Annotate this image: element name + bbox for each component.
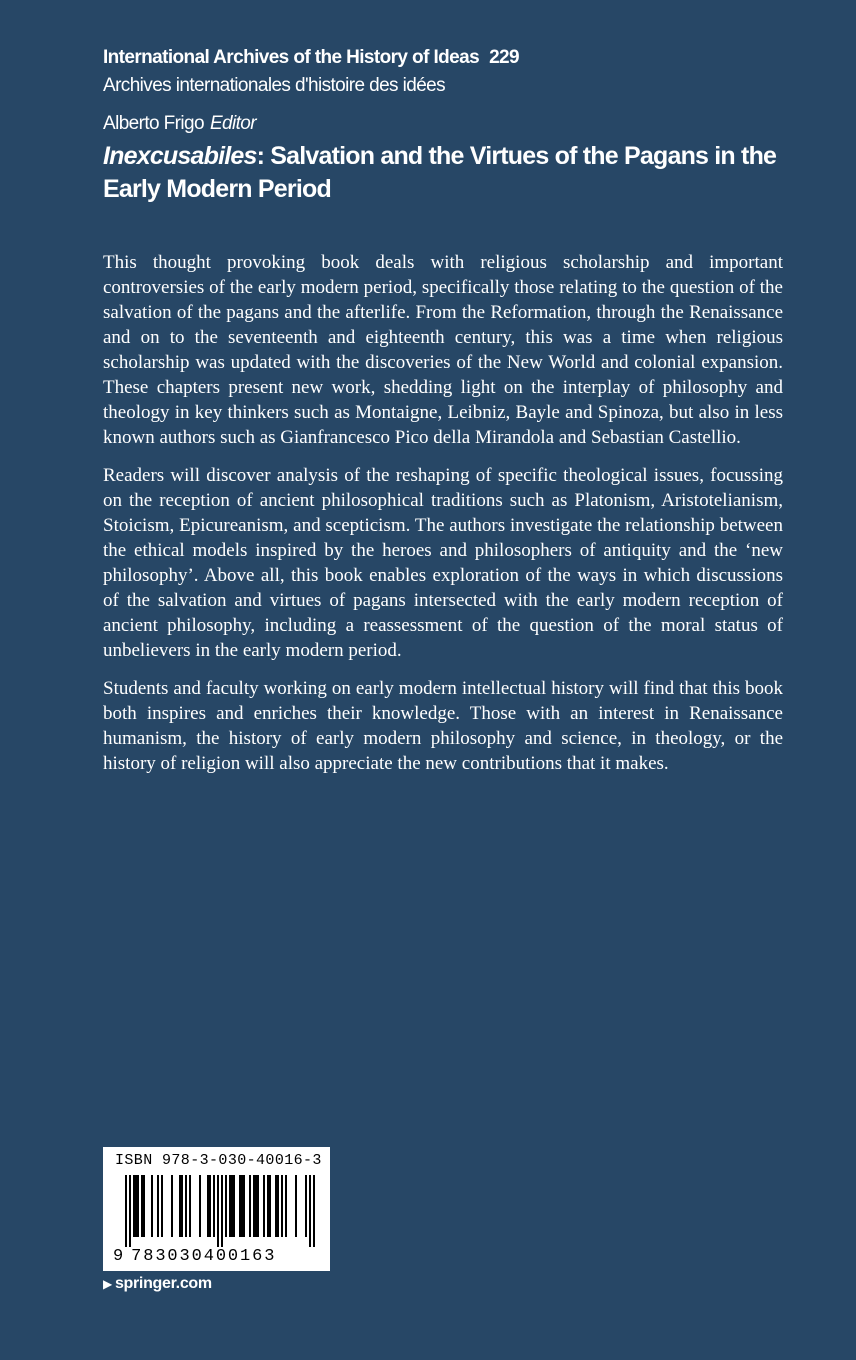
barcode-bar — [253, 1175, 255, 1237]
barcode-bar — [243, 1175, 245, 1237]
book-title — [103, 140, 803, 206]
barcode-bar — [217, 1175, 219, 1247]
barcode-bar — [305, 1175, 307, 1237]
barcode-bar — [179, 1175, 181, 1237]
barcode-bar — [229, 1175, 231, 1237]
barcode-digits — [113, 1247, 276, 1266]
series-title: International Archives of the History of Ideas — [103, 47, 480, 68]
barcode-bar — [225, 1175, 227, 1237]
barcode-bar — [285, 1175, 287, 1237]
barcode-bar — [295, 1175, 297, 1237]
barcode-bar — [125, 1175, 127, 1247]
barcode-lead-digit: 9 — [113, 1247, 126, 1266]
barcode-bar — [313, 1175, 315, 1247]
series-title-line — [103, 44, 519, 72]
barcode-bar — [255, 1175, 257, 1237]
barcode-bar — [275, 1175, 277, 1237]
barcode-bar — [171, 1175, 173, 1237]
barcode-bar — [221, 1175, 223, 1247]
barcode-bar — [263, 1175, 265, 1237]
series-info — [103, 44, 519, 100]
barcode-bar — [233, 1175, 235, 1237]
blurb-paragraph-3: Students and faculty working on early modern intellectual history will find that this book both inspires and enriches their knowledge. Those with an interest in Renaissance humanism, the history of early modern philosophy and science, in theology, or the history of religion will also appreciate the new contributions that it makes. — [103, 678, 783, 774]
barcode-bar — [239, 1175, 241, 1237]
isbn-barcode — [103, 1147, 330, 1271]
editor-name: Alberto Frigo — [103, 113, 204, 134]
barcode-bar — [207, 1175, 209, 1237]
blurb-paragraph-2: Readers will discover analysis of the reshaping of specific theological issues, focussing on the reception of ancient philosophical traditions such as Platonism, Aristotelianism, Stoicism, Epicureanism, and scepticism. The authors investigate the relationship between the ethical models inspired by the heroes and philosophers of antiquity and the ‘new philosophy’. Above all, this book enables exploration of the ways in which discussions of the salvation and virtues of pagans intersected with the early modern reception of ancient philosophy, including a reassessment of the question of the moral status of unbelievers in the early modern period. — [103, 465, 783, 661]
blurb — [103, 250, 783, 789]
barcode-bar — [135, 1175, 137, 1237]
series-subtitle: Archives internationales d'histoire des idées — [103, 75, 446, 96]
barcode-bar — [151, 1175, 153, 1237]
publisher-website[interactable] — [103, 1275, 212, 1293]
barcode-bar — [189, 1175, 191, 1237]
barcode-bar — [213, 1175, 215, 1237]
book-title-italic: Inexcusabiles — [103, 142, 257, 170]
barcode-bar — [199, 1175, 201, 1237]
barcode-bar — [137, 1175, 139, 1237]
isbn-label: ISBN 978-3-030-40016-3 — [115, 1152, 322, 1169]
editor-role: Editor — [209, 113, 257, 134]
barcode-bar — [257, 1175, 259, 1237]
barcode-bar — [129, 1175, 131, 1247]
website-text: springer.com — [114, 1275, 212, 1292]
barcode-bar — [157, 1175, 159, 1237]
barcode-bar — [267, 1175, 269, 1237]
barcode-bar — [161, 1175, 163, 1237]
blurb-paragraph-1: This thought provoking book deals with religious scholarship and important controversies of the early modern period, specifically those relating to the question of the salvation of the pagans and the afterlife. From the Reformation, through the Renaissance and on to the seventeenth and eighteenth century, this was a time when religious scholarship was updated with the discoveries of the New World and colonial expansion. These chapters present new work, shedding light on the interplay of philosophy and theology in key thinkers such as Montaigne, Leibniz, Bayle and Spinoza, but also in less known authors such as Gianfrancesco Pico della Mirandola and Sebastian Castellio. — [103, 252, 783, 448]
barcode-bar — [231, 1175, 233, 1237]
barcode-bar — [141, 1175, 143, 1237]
barcode-bar — [309, 1175, 311, 1247]
play-arrow-icon: ▶ — [103, 1277, 112, 1291]
barcode-bar — [143, 1175, 145, 1237]
barcode-bar — [277, 1175, 279, 1237]
barcode-bar — [269, 1175, 271, 1237]
barcode-bars-icon — [103, 1173, 330, 1247]
barcode-bar — [209, 1175, 211, 1237]
barcode-bar — [281, 1175, 283, 1237]
barcode-bar — [185, 1175, 187, 1237]
barcode-bar — [241, 1175, 243, 1237]
book-title-rest: : Salvation and the Virtues of the Pagans in the Early Modern Period — [103, 142, 777, 203]
barcode-bar — [181, 1175, 183, 1237]
series-number: 229 — [489, 47, 519, 68]
barcode-number: 783030400163 — [131, 1247, 277, 1266]
barcode-bar — [249, 1175, 251, 1237]
barcode-bar — [133, 1175, 135, 1237]
editor-line — [103, 111, 256, 137]
